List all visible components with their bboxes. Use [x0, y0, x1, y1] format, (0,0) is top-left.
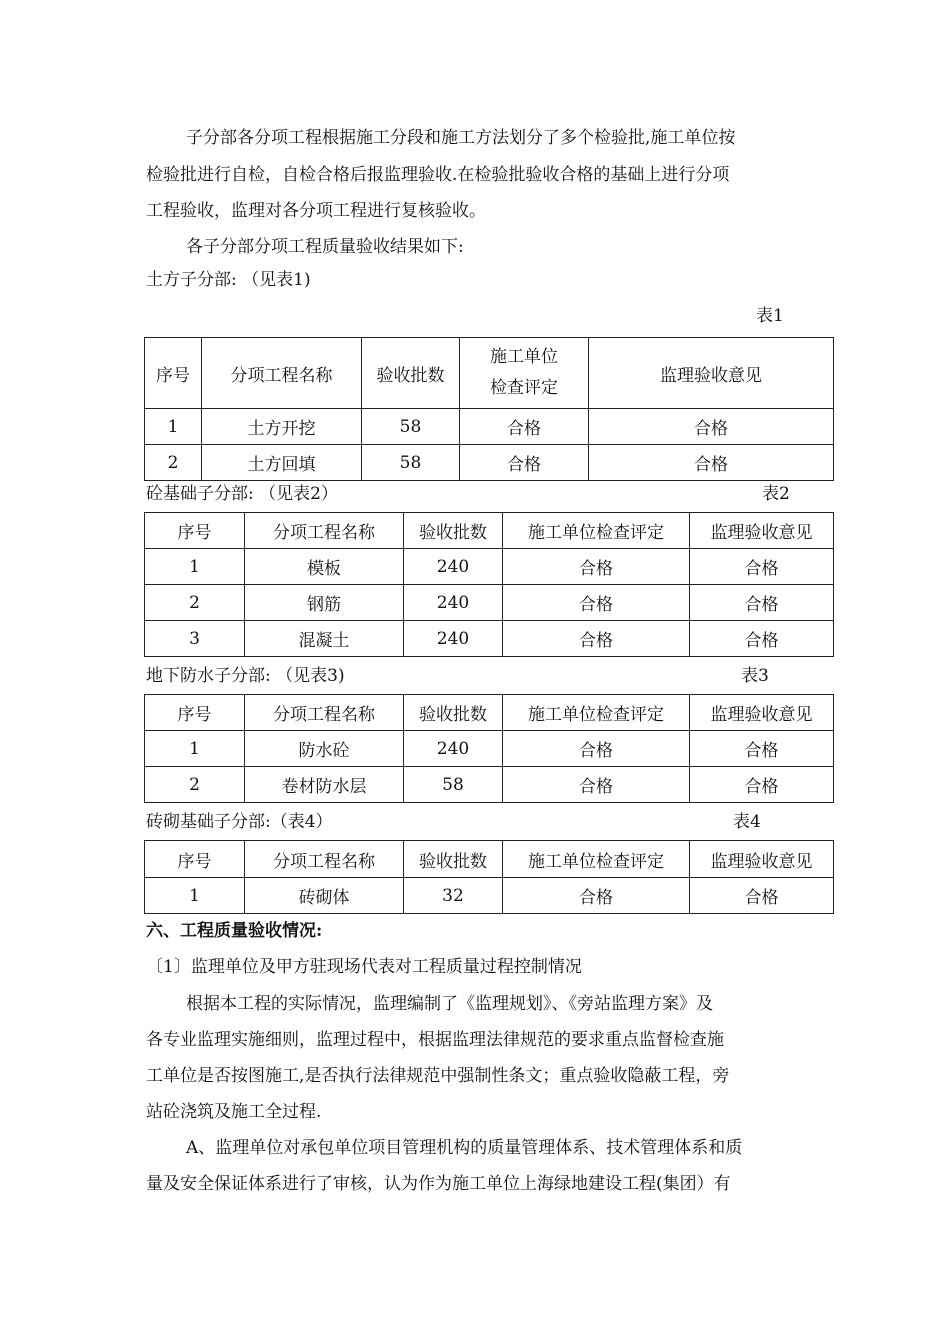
table-cell: 1 [145, 409, 202, 445]
header-cell: 监理验收意见 [589, 338, 834, 409]
table-row [145, 621, 834, 657]
table-cell: 合格 [690, 731, 834, 767]
header-cell: 序号 [145, 338, 202, 409]
header-cell: 分项工程名称 [202, 338, 362, 409]
table-cell: 防水砼 [245, 731, 404, 767]
table-cell: 合格 [690, 549, 834, 585]
section6-p1-line4: 站砼浇筑及施工全过程. [146, 1102, 322, 1122]
table-cell: 2 [145, 767, 245, 803]
header-cell: 验收批数 [404, 841, 503, 878]
table-cell: 240 [404, 621, 503, 657]
table-header-row [145, 513, 834, 549]
table-cell: 卷材防水层 [245, 767, 404, 803]
table-row [145, 767, 834, 803]
table1-label: 表1 [756, 306, 784, 326]
table-cell: 合格 [460, 445, 589, 481]
header-cell-line: 检查评定 [490, 378, 558, 398]
table-cell: 合格 [503, 549, 690, 585]
section6-p1-line3: 工单位是否按图施工,是否执行法律规范中强制性条文；重点验收隐蔽工程，旁 [146, 1066, 730, 1086]
table-cell: 合格 [460, 409, 589, 445]
table-row [145, 731, 834, 767]
table4-caption: 砖砌基础子分部:（表4） [146, 812, 333, 832]
table-header-row [145, 841, 834, 878]
table-cell: 32 [404, 878, 503, 914]
table-cell: 模板 [245, 549, 404, 585]
table-cell: 合格 [690, 621, 834, 657]
table-cell: 土方回填 [202, 445, 362, 481]
table-cell: 合格 [503, 878, 690, 914]
header-cell: 验收批数 [404, 695, 503, 731]
table-cell: 240 [404, 585, 503, 621]
header-cell [460, 338, 589, 409]
header-cell: 施工单位检查评定 [503, 695, 690, 731]
table-cell: 合格 [503, 767, 690, 803]
table-cell: 合格 [503, 731, 690, 767]
intro-para1-line2: 检验批进行自检，自检合格后报监理验收.在检验批验收合格的基础上进行分项 [146, 165, 730, 185]
table3-caption: 地下防水子分部: （见表3) [146, 666, 345, 686]
header-cell: 序号 [145, 513, 245, 549]
header-cell: 序号 [145, 841, 245, 878]
table-cell: 1 [145, 731, 245, 767]
table2-caption: 砼基础子分部: （见表2） [146, 484, 338, 504]
table4-label: 表4 [733, 812, 761, 832]
table-cell: 合格 [503, 585, 690, 621]
section6-heading: 六、工程质量验收情况: [146, 921, 323, 941]
table-cell: 砖砌体 [245, 878, 404, 914]
table-header-row [145, 695, 834, 731]
header-cell: 监理验收意见 [690, 513, 834, 549]
section6-sub1: 〔1〕监理单位及甲方驻现场代表对工程质量过程控制情况 [146, 957, 582, 977]
table-cell: 土方开挖 [202, 409, 362, 445]
header-cell: 分项工程名称 [245, 513, 404, 549]
table-cell: 合格 [690, 878, 834, 914]
table2-label: 表2 [762, 484, 790, 504]
table-1 [144, 337, 834, 481]
table1-caption: 土方子分部: （见表1) [146, 270, 311, 290]
header-cell: 施工单位检查评定 [503, 513, 690, 549]
table-row [145, 445, 834, 481]
intro-para1-line1: 子分部各分项工程根据施工分段和施工方法划分了多个检验批,施工单位按 [186, 128, 736, 148]
table-3 [144, 694, 834, 803]
table-cell: 合格 [690, 767, 834, 803]
header-cell: 分项工程名称 [245, 841, 404, 878]
table-cell: 2 [145, 445, 202, 481]
table-cell: 混凝土 [245, 621, 404, 657]
table-4 [144, 840, 834, 914]
table-cell: 合格 [503, 621, 690, 657]
header-cell: 监理验收意见 [690, 841, 834, 878]
table-row [145, 878, 834, 914]
table-cell: 1 [145, 878, 245, 914]
header-cell: 监理验收意见 [690, 695, 834, 731]
table-cell: 58 [362, 409, 460, 445]
table-cell: 3 [145, 621, 245, 657]
table-row [145, 549, 834, 585]
header-cell: 分项工程名称 [245, 695, 404, 731]
table-cell: 钢筋 [245, 585, 404, 621]
table-row [145, 585, 834, 621]
section6-p2-line1: A、监理单位对承包单位项目管理机构的质量管理体系、技术管理体系和质 [186, 1138, 743, 1158]
table-cell: 58 [362, 445, 460, 481]
table3-label: 表3 [741, 666, 769, 686]
header-cell: 验收批数 [404, 513, 503, 549]
table-cell: 合格 [589, 445, 834, 481]
header-cell: 验收批数 [362, 338, 460, 409]
table-cell: 58 [404, 767, 503, 803]
intro-para1-line3: 工程验收，监理对各分项工程进行复核验收。 [146, 201, 486, 221]
intro-para2: 各子分部分项工程质量验收结果如下: [186, 237, 464, 257]
section6-p1-line2: 各专业监理实施细则，监理过程中，根据监理法律规范的要求重点监督检查施 [146, 1030, 724, 1050]
table-row [145, 409, 834, 445]
section6-p2-line2: 量及安全保证体系进行了审核，认为作为施工单位上海绿地建设工程(集团）有 [146, 1174, 731, 1194]
table-header-row [145, 338, 834, 409]
table-2 [144, 512, 834, 657]
table-cell: 1 [145, 549, 245, 585]
table-cell: 2 [145, 585, 245, 621]
table-cell: 240 [404, 731, 503, 767]
header-cell: 施工单位检查评定 [503, 841, 690, 878]
section6-p1-line1: 根据本工程的实际情况，监理编制了《监理规划》、《旁站监理方案》及 [186, 994, 713, 1014]
header-cell: 序号 [145, 695, 245, 731]
header-cell-line: 施工单位 [490, 347, 558, 367]
table-cell: 合格 [690, 585, 834, 621]
table-cell: 合格 [589, 409, 834, 445]
table-cell: 240 [404, 549, 503, 585]
